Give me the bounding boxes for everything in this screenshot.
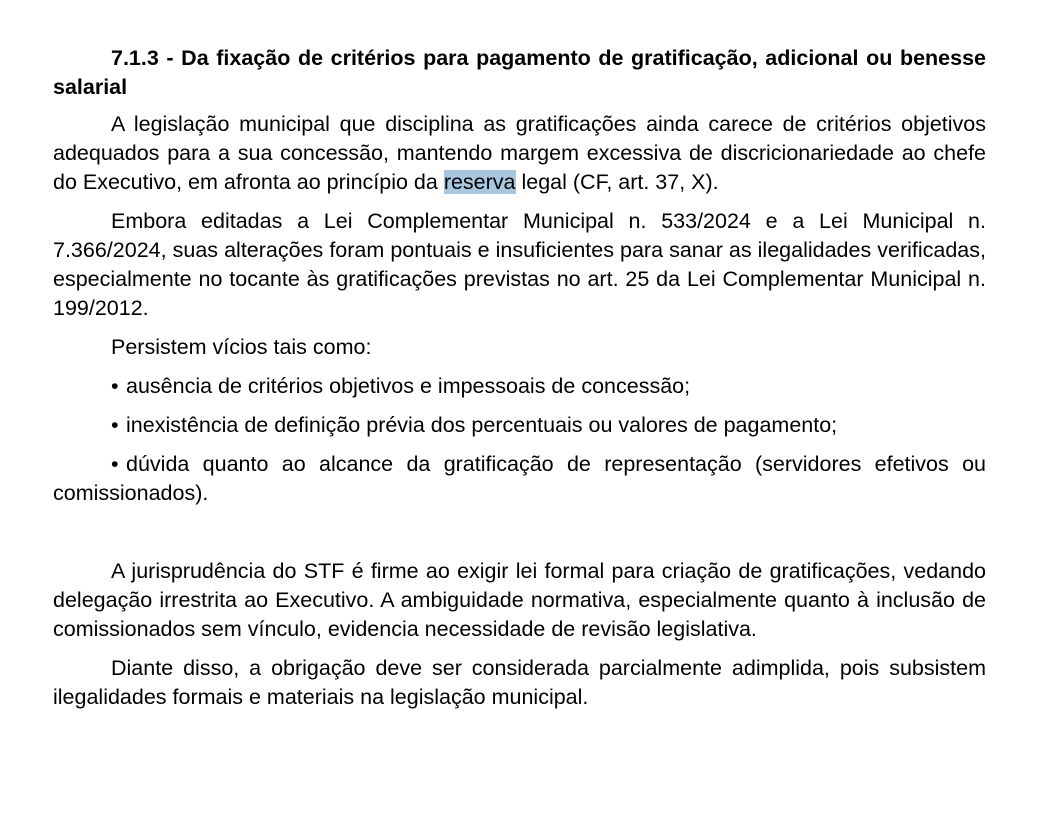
paragraph-text: A legislação municipal que disciplina as gratificações ainda carece de critérios objetivos adequados para a sua concessão, mantendo margem excessiva de discricionariedade ao chefe do Executivo, em afronta ao princípio da [53,112,986,194]
bullet-icon: • [111,413,119,437]
list-item [53,411,986,440]
list-item-text: dúvida quanto ao alcance da gratificação de representação (servidores efetivos ou comissionados). [53,452,986,505]
bullet-icon: • [111,452,119,476]
paragraph-conclusao: Diante disso, a obrigação deve ser considerada parcialmente adimplida, pois subsistem ilegalidades formais e materiais na legislação municipal. [53,656,986,709]
paragraph-reserva-legal [53,110,986,197]
bullet-icon: • [111,374,119,398]
list-item-text: inexistência de definição prévia dos percentuais ou valores de pagamento; [126,413,838,437]
paragraph-leis-editadas: Embora editadas a Lei Complementar Municipal n. 533/2024 e a Lei Municipal n. 7.366/2024, suas alterações foram pontuais e insuficientes para sanar as ilegalidades verificadas, especialmente no tocante às gratificações previstas no art. 25 da Lei Complementar Municipal n. 199/2012. [53,209,986,320]
selected-text-highlight[interactable]: reserva [443,170,516,194]
document-page [53,44,986,722]
list-item [53,372,986,401]
paragraph-vicios-intro: Persistem vícios tais como: [111,335,372,359]
paragraph-jurisprudencia: A jurisprudência do STF é firme ao exigir lei formal para criação de gratificações, vedando delegação irrestrita ao Executivo. A ambiguidade normativa, especialmente quanto à inclusão de comissionados sem vínculo, evidencia necessidade de revisão legislativa. [53,559,986,641]
paragraph-text: legal (CF, art. 37, X). [515,170,719,194]
list-item [53,450,986,508]
section-heading: 7.1.3 - Da fixação de critérios para pagamento de gratificação, adicional ou benesse salarial [53,46,986,99]
bullet-list [53,372,986,508]
blank-line [53,518,986,557]
list-item-text: ausência de critérios objetivos e impessoais de concessão; [126,374,691,398]
